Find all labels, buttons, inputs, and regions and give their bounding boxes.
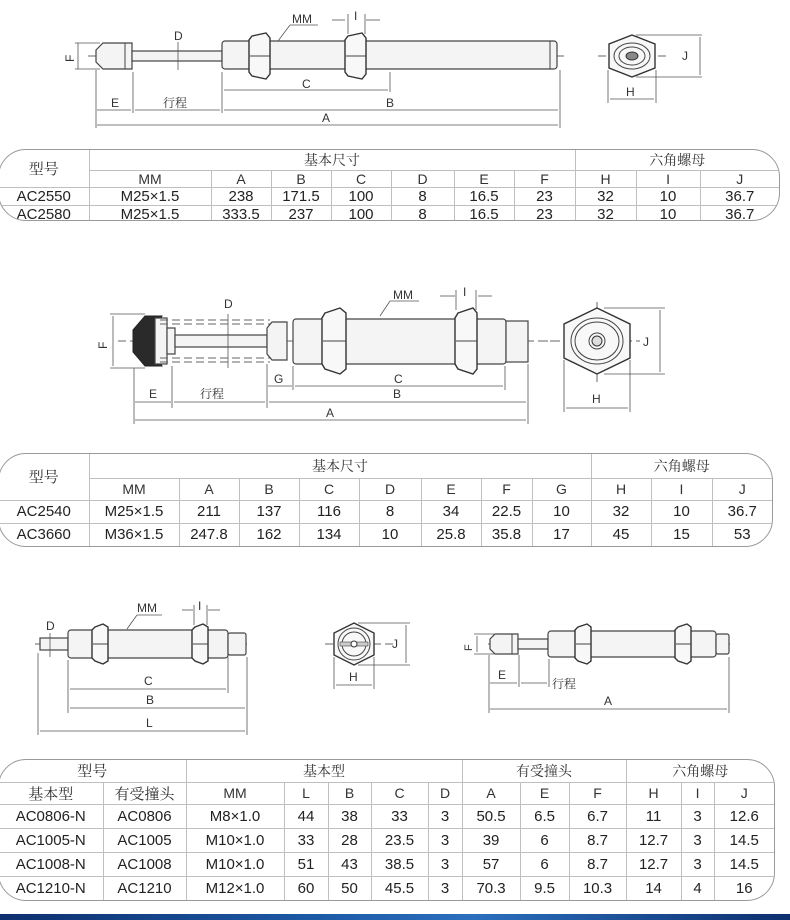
label-MM: MM (292, 12, 312, 26)
col-E: E (421, 478, 481, 500)
table-row: AC1008-N AC1008 M10×1.0 51 43 38.5 3 57 6 8.7 12.7 3 14.5 (0, 852, 774, 876)
header-hex-nut: 六角螺母 (626, 760, 774, 782)
spec-table-3 (0, 759, 775, 901)
col-A: A (211, 171, 271, 188)
diagram-shock-absorber-2 (0, 280, 790, 440)
col-MM: MM (89, 171, 211, 188)
header-hex-nut: 六角螺母 (575, 150, 779, 171)
label-stroke: 行程 (163, 96, 188, 110)
col-J: J (714, 782, 774, 804)
label-C: C (302, 77, 311, 91)
label-B: B (146, 693, 155, 707)
bottom-banner-bar (0, 914, 790, 920)
label-E: E (498, 668, 507, 682)
label-A: A (322, 111, 331, 125)
label-I: I (463, 285, 467, 299)
col-I: I (681, 782, 714, 804)
label-stroke: 行程 (200, 387, 225, 401)
diagram-shock-absorber-3 (0, 585, 790, 745)
col-J: J (712, 478, 772, 500)
spec-table-1 (0, 149, 780, 221)
label-I: I (198, 599, 202, 613)
label-H: H (349, 670, 358, 684)
col-D: D (359, 478, 421, 500)
label-D: D (224, 297, 233, 311)
header-model: 型号 (0, 150, 89, 188)
header-model: 型号 (0, 760, 186, 782)
header-basic-type: 基本型 (186, 760, 462, 782)
spec-table-2 (0, 453, 773, 547)
label-D: D (174, 29, 183, 43)
col-B: B (328, 782, 371, 804)
col-B: B (271, 171, 331, 188)
label-F: F (96, 341, 110, 349)
col-MM: MM (186, 782, 284, 804)
label-H: H (626, 85, 635, 99)
side-view-2 (96, 285, 560, 424)
table-row: AC2550 M25×1.5 238 171.5 100 8 16.5 23 32 10 36.7 (0, 188, 779, 206)
subheader-bumper: 有受撞头 (103, 782, 186, 804)
label-J: J (682, 49, 688, 63)
header-with-bumper: 有受撞头 (462, 760, 626, 782)
label-D: D (46, 619, 55, 633)
col-A: A (179, 478, 239, 500)
label-L: L (146, 716, 153, 730)
side-view-1 (63, 9, 565, 128)
col-C: C (299, 478, 359, 500)
side-view-3-bumper (463, 624, 730, 713)
table-row: AC2540 M25×1.5 211 137 116 8 34 22.5 10 32 10 36.7 (0, 500, 772, 523)
col-D: D (428, 782, 462, 804)
label-A: A (326, 406, 335, 420)
diagram-shock-absorber-1 (0, 0, 790, 140)
col-I: I (636, 171, 700, 188)
label-C: C (394, 372, 403, 386)
label-C: C (144, 674, 153, 688)
col-F: F (481, 478, 532, 500)
label-G: G (274, 372, 284, 386)
col-E: E (454, 171, 514, 188)
col-MM: MM (89, 478, 179, 500)
label-B: B (386, 96, 395, 110)
subheader-basic: 基本型 (0, 782, 103, 804)
col-C: C (331, 171, 391, 188)
col-G: G (532, 478, 591, 500)
col-E: E (520, 782, 569, 804)
col-B: B (239, 478, 299, 500)
col-J: J (700, 171, 779, 188)
end-view-1 (598, 35, 702, 103)
label-E: E (149, 387, 158, 401)
label-F: F (63, 54, 77, 62)
table-row: AC0806-N AC0806 M8×1.0 44 38 33 3 50.5 6.5 6.7 11 3 12.6 (0, 804, 774, 828)
table-row: AC3660 M36×1.5 247.8 162 134 10 25.8 35.8 17 45 15 53 (0, 523, 772, 546)
col-A: A (462, 782, 520, 804)
label-stroke: 行程 (552, 677, 577, 691)
col-L: L (284, 782, 328, 804)
col-F: F (569, 782, 626, 804)
header-model: 型号 (0, 454, 89, 500)
col-C: C (371, 782, 428, 804)
side-view-3-basic (35, 599, 250, 735)
table-row: AC1210-N AC1210 M12×1.0 60 50 45.5 3 70.3 9.5 10.3 14 4 16 (0, 876, 774, 900)
end-view-3 (325, 623, 410, 689)
table-row: AC1005-N AC1005 M10×1.0 33 28 23.5 3 39 6 8.7 12.7 3 14.5 (0, 828, 774, 852)
col-H: H (575, 171, 636, 188)
label-H: H (592, 392, 601, 406)
header-basic-dimensions: 基本尺寸 (89, 150, 575, 171)
col-H: H (626, 782, 681, 804)
header-basic-dimensions: 基本尺寸 (89, 454, 591, 478)
label-I: I (354, 9, 358, 23)
label-A: A (604, 694, 613, 708)
label-F: F (463, 644, 475, 651)
label-J: J (392, 637, 398, 651)
col-D: D (391, 171, 454, 188)
col-I: I (651, 478, 712, 500)
label-MM: MM (393, 288, 413, 302)
header-hex-nut: 六角螺母 (591, 454, 772, 478)
table-row: AC2580 M25×1.5 333.5 237 100 8 16.5 23 32 10 36.7 (0, 206, 779, 222)
col-H: H (591, 478, 651, 500)
col-F: F (514, 171, 575, 188)
end-view-2 (540, 302, 665, 412)
label-B: B (393, 387, 402, 401)
label-J: J (643, 335, 649, 349)
label-E: E (111, 96, 120, 110)
label-MM: MM (137, 601, 157, 615)
